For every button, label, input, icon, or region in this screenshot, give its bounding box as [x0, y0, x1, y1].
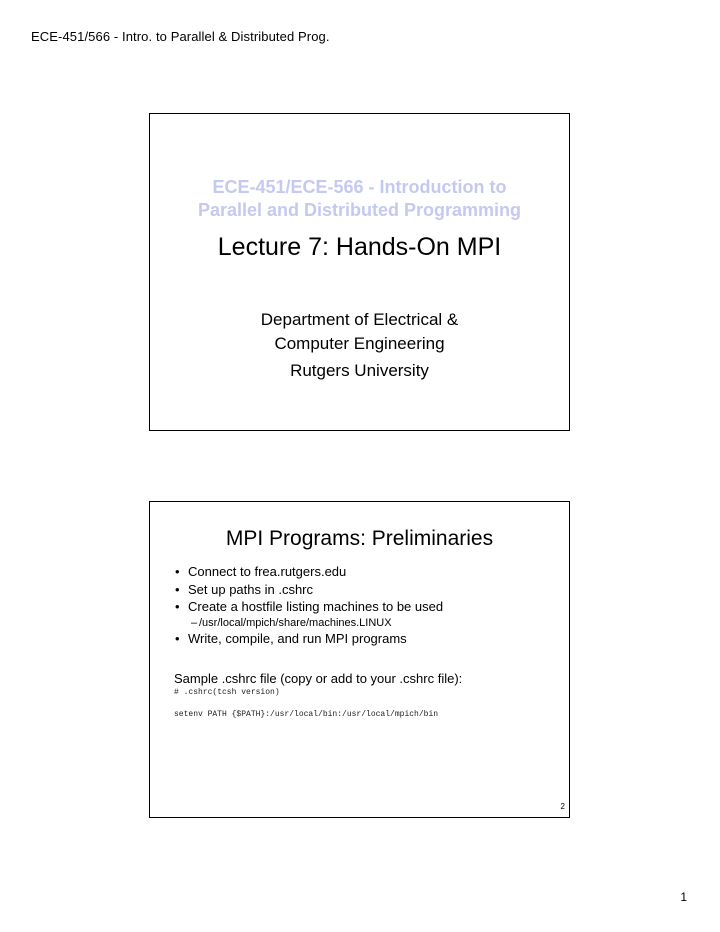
sub-bullet-item: – /usr/local/mpich/share/machines.LINUX [174, 616, 564, 630]
department-line-2: Computer Engineering [274, 334, 445, 353]
page-number: 1 [680, 890, 687, 904]
lecture-title: Lecture 7: Hands-On MPI [217, 233, 502, 261]
bullet-item: • Create a hostfile listing machines to be used [174, 598, 564, 616]
slide-title: MPI Programs: Preliminaries [225, 527, 494, 550]
bullet-item: • Set up paths in .cshrc [174, 581, 564, 599]
slide-2 [149, 501, 570, 818]
bullet-item: • Connect to frea.rutgers.edu [174, 563, 564, 581]
slide-number: 2 [560, 802, 565, 811]
page-header: ECE-451/566 - Intro. to Parallel & Distributed Prog. [31, 29, 330, 44]
code-line: setenv PATH {$PATH}:/usr/local/bin:/usr/local/mpich/bin [174, 710, 439, 719]
course-title [150, 176, 569, 222]
bullet-list [174, 563, 564, 647]
department [150, 308, 569, 356]
course-title-line-2: Parallel and Distributed Programming [197, 200, 522, 220]
bullet-item: • Write, compile, and run MPI programs [174, 630, 564, 648]
course-title-line-1: ECE-451/ECE-566 - Introduction to [212, 177, 507, 197]
code-line: # .cshrc(tcsh version) [174, 688, 280, 697]
department-line-1: Department of Electrical & [260, 310, 459, 329]
sample-label: Sample .cshrc file (copy or add to your .cshrc file): [174, 671, 463, 686]
slide-1 [149, 113, 570, 431]
university: Rutgers University [290, 361, 429, 380]
